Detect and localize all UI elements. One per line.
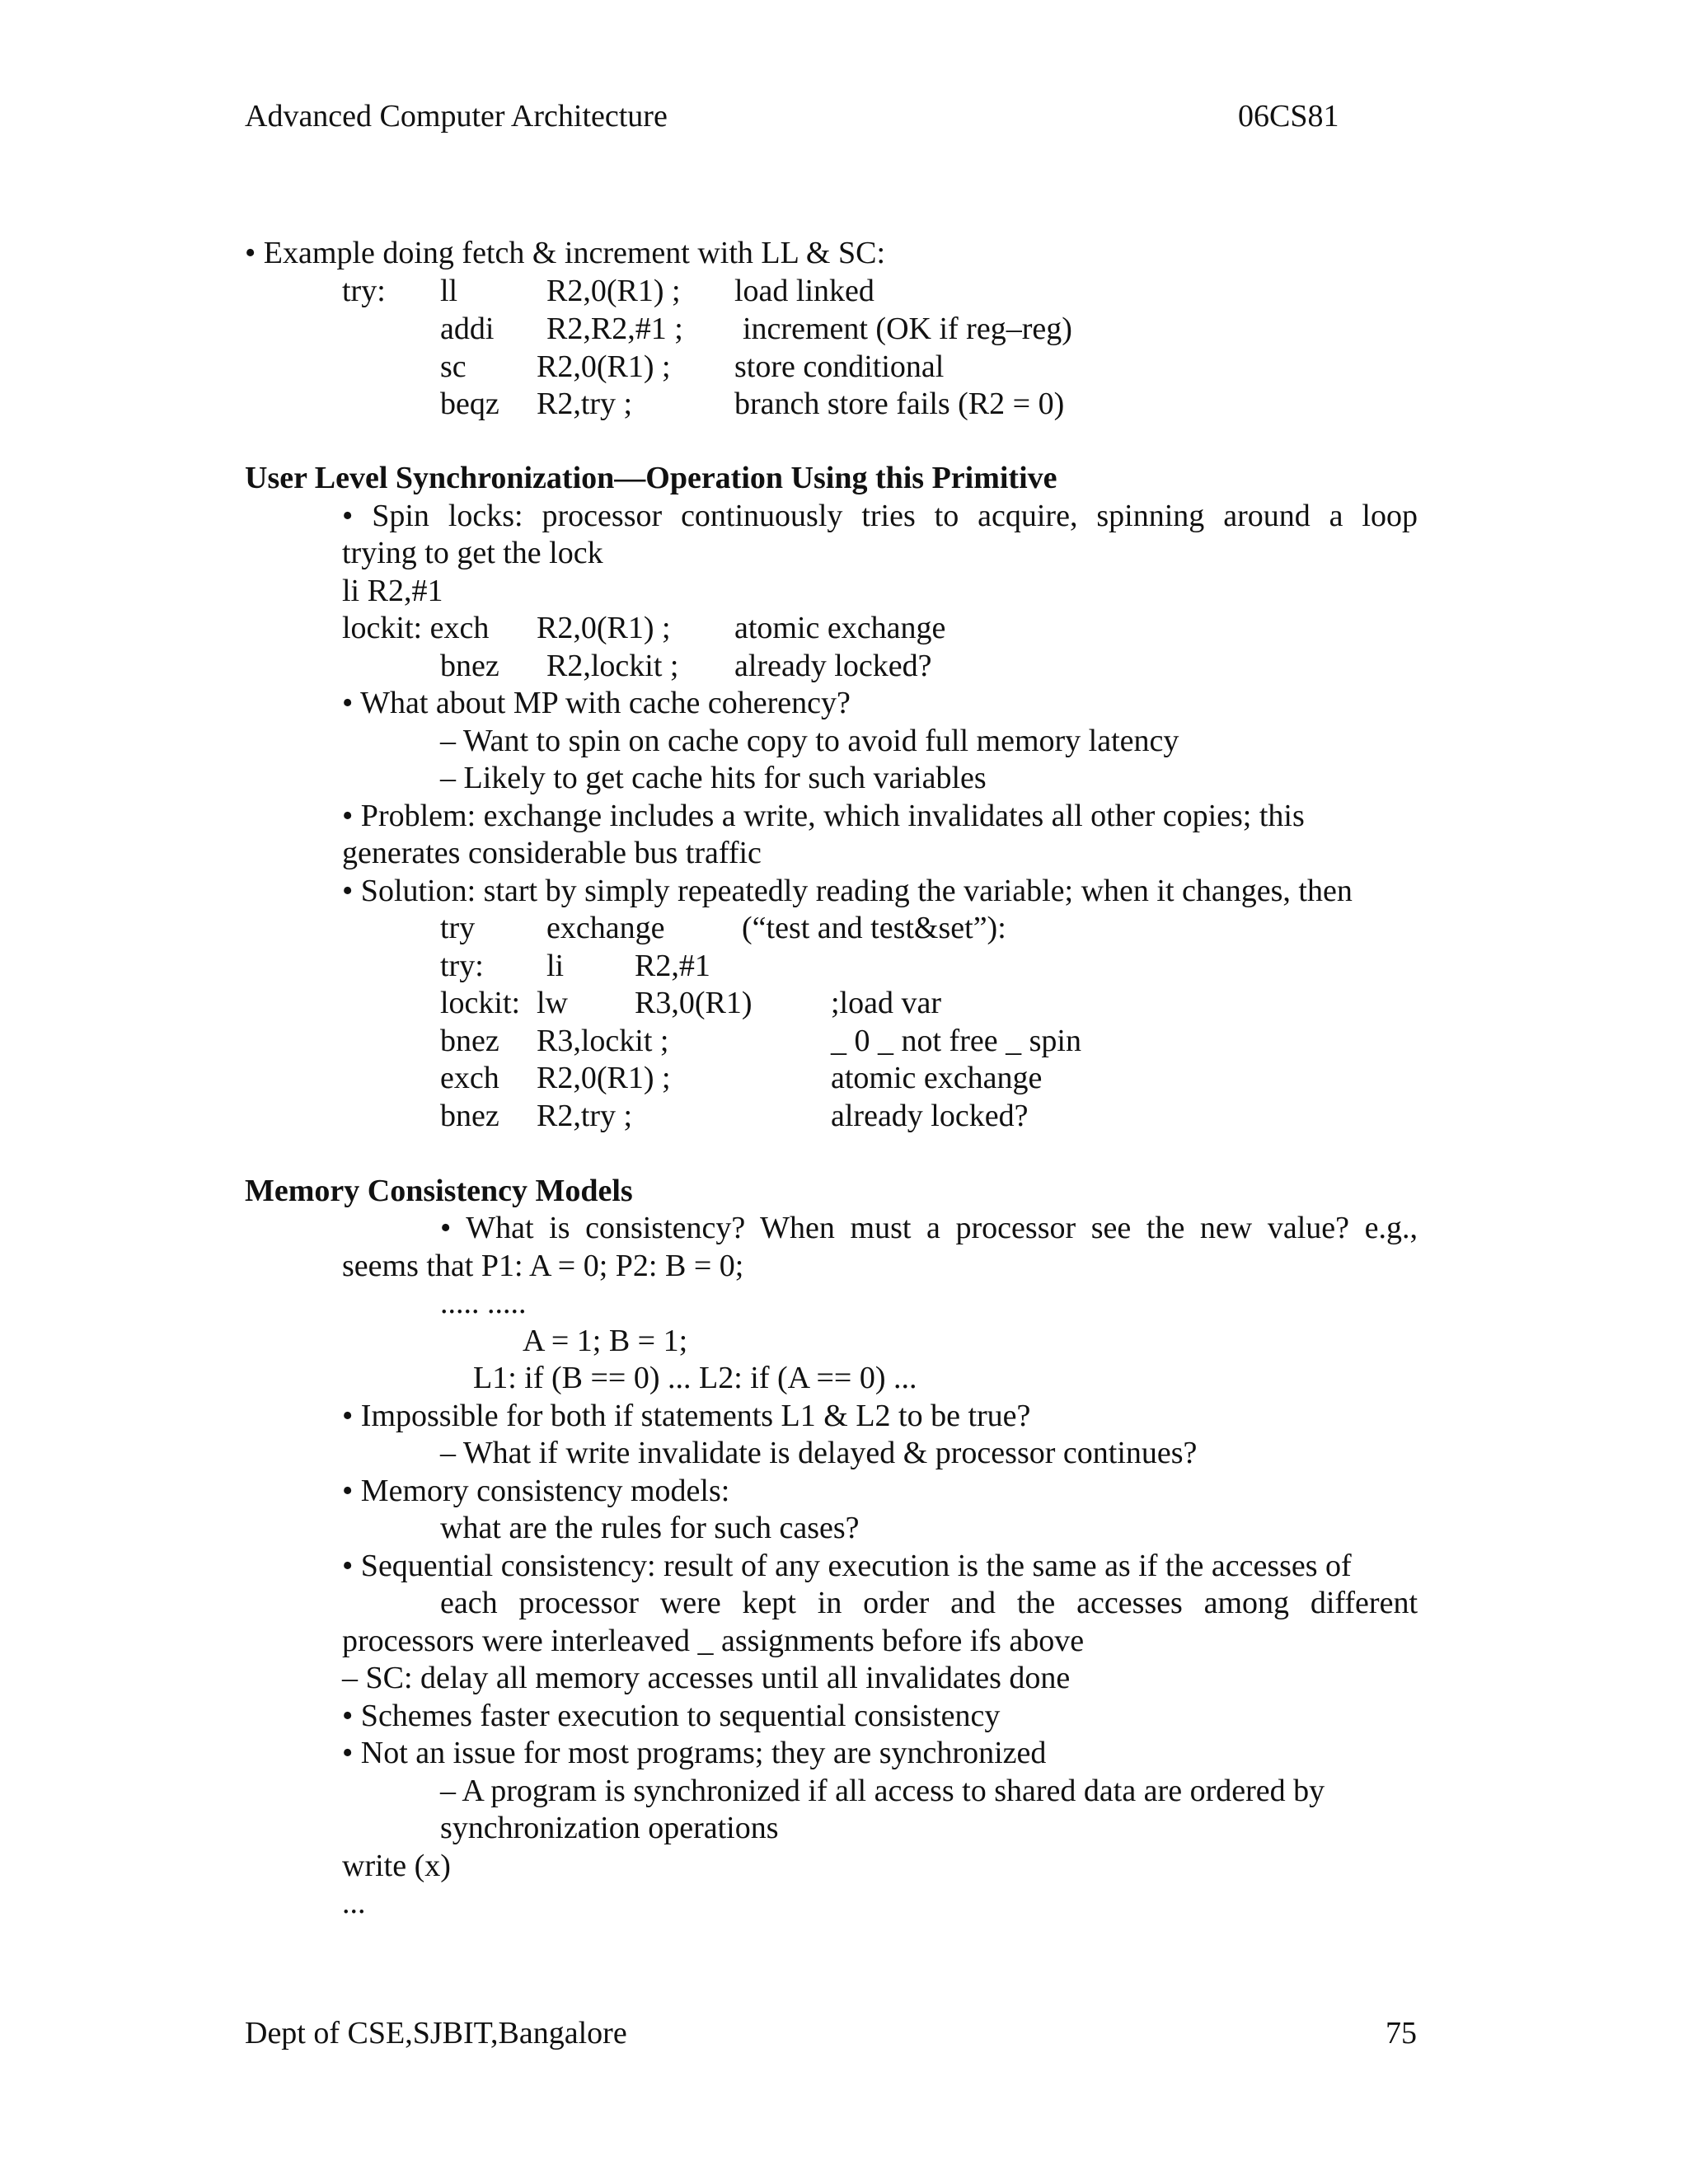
code-op: lockit: exch	[342, 611, 490, 645]
assign-line: A = 1; B = 1;	[523, 1324, 688, 1358]
code-comment: branch store fails (R2 = 0)	[734, 387, 1065, 421]
code-comment: load linked	[734, 274, 874, 308]
trailing-ellipsis: ...	[342, 1886, 366, 1920]
schemes-line: • Schemes faster execution to sequential consistency	[342, 1699, 1001, 1733]
code-args: R2,#1	[635, 949, 710, 983]
consistency-example: seems that P1: A = 0; P2: B = 0;	[342, 1249, 744, 1283]
ellipsis-dots: ..... .....	[440, 1286, 527, 1320]
code-comment: already locked?	[831, 1099, 1029, 1133]
code-op: ll	[440, 274, 458, 308]
running-header-title: Advanced Computer Architecture	[245, 99, 668, 134]
code-args: R3,lockit ;	[537, 1024, 669, 1058]
code-args: R2,0(R1) ;	[537, 1061, 671, 1095]
seq-line-1: • Sequential consistency: result of any execution is the same as if the accesses of	[342, 1549, 1352, 1583]
example-intro: • Example doing fetch & increment with LL & SC:	[245, 236, 886, 270]
spin-locks-line: • Spin locks: processor continuously tries to acquire, spinning around a loop	[342, 499, 1418, 533]
whatif-line: – What if write invalidate is delayed & processor continues?	[440, 1436, 1198, 1470]
consistency-question: • What is consistency? When must a processor see the new value? e.g.,	[440, 1211, 1418, 1245]
code-args: R2,lockit ;	[546, 649, 679, 683]
code-op: sc	[440, 349, 467, 384]
code-op: bnez	[440, 1024, 499, 1058]
exchange-word: exchange	[546, 911, 665, 945]
code-args: R2,try ;	[537, 1099, 633, 1133]
code-op: addi	[440, 312, 495, 346]
code-args: R2,0(R1) ;	[546, 274, 681, 308]
mp-question: • What about MP with cache coherency?	[342, 686, 851, 720]
code-args: R3,0(R1)	[635, 986, 753, 1020]
problem-line-2: generates considerable bus traffic	[342, 836, 762, 870]
code-label: try:	[342, 274, 386, 308]
code-comment: ;load var	[831, 986, 942, 1020]
try-word: try	[440, 911, 476, 945]
code-op: lw	[537, 986, 568, 1020]
code-comment: atomic exchange	[734, 611, 946, 645]
seq-line-2: each processor were kept in order and the accesses among different	[440, 1586, 1418, 1620]
code-args: R2,0(R1) ;	[537, 349, 671, 384]
code-op: beqz	[440, 387, 499, 421]
code-comment: increment (OK if reg–reg)	[743, 312, 1072, 346]
tts-label: (“test and test&set”):	[742, 911, 1006, 945]
code-comment: already locked?	[734, 649, 932, 683]
running-header-code: 06CS81	[1238, 99, 1339, 134]
section-heading-sync: User Level Synchronization—Operation Using this Primitive	[245, 461, 1057, 495]
code-comment: _ 0 _ not free _ spin	[831, 1024, 1081, 1058]
spin-locks-cont: trying to get the lock	[342, 536, 603, 570]
code-comment: atomic exchange	[831, 1061, 1043, 1095]
not-issue-line: • Not an issue for most programs; they are synchronized	[342, 1736, 1047, 1770]
mp-answer-2: – Likely to get cache hits for such variables	[440, 761, 987, 795]
seq-line-3: processors were interleaved _ assignments before ifs above	[342, 1624, 1085, 1658]
models-line: • Memory consistency models:	[342, 1474, 730, 1508]
section-heading-memory: Memory Consistency Models	[245, 1174, 633, 1208]
mp-answer-1: – Want to spin on cache copy to avoid full memory latency	[440, 724, 1179, 758]
code-label: try:	[440, 949, 484, 983]
code-args: R2,R2,#1 ;	[546, 312, 683, 346]
code-args: R2,0(R1) ;	[537, 611, 671, 645]
condition-line: L1: if (B == 0) ... L2: if (A == 0) ...	[473, 1361, 917, 1395]
program-line-1: – A program is synchronized if all access to shared data are ordered by	[440, 1774, 1325, 1808]
problem-line-1: • Problem: exchange includes a write, which invalidates all other copies; this	[342, 799, 1305, 833]
footer-dept: Dept of CSE,SJBIT,Bangalore	[245, 2016, 627, 2050]
rules-line: what are the rules for such cases?	[440, 1511, 860, 1545]
solution-line: • Solution: start by simply repeatedly reading the variable; when it changes, then	[342, 874, 1353, 908]
code-op: bnez	[440, 649, 499, 683]
li-line: li R2,#1	[342, 574, 443, 608]
write-line: write (x)	[342, 1849, 451, 1883]
code-args: R2,try ;	[537, 387, 633, 421]
code-op: li	[546, 949, 565, 983]
code-op: exch	[440, 1061, 499, 1095]
page-number: 75	[1386, 2016, 1417, 2050]
code-op: bnez	[440, 1099, 499, 1133]
code-comment: store conditional	[734, 349, 945, 384]
code-label: lockit:	[440, 986, 521, 1020]
sc-delay-line: – SC: delay all memory accesses until all invalidates done	[342, 1661, 1071, 1695]
program-line-2: synchronization operations	[440, 1811, 779, 1845]
impossible-line: • Impossible for both if statements L1 & L2 to be true?	[342, 1399, 1031, 1433]
